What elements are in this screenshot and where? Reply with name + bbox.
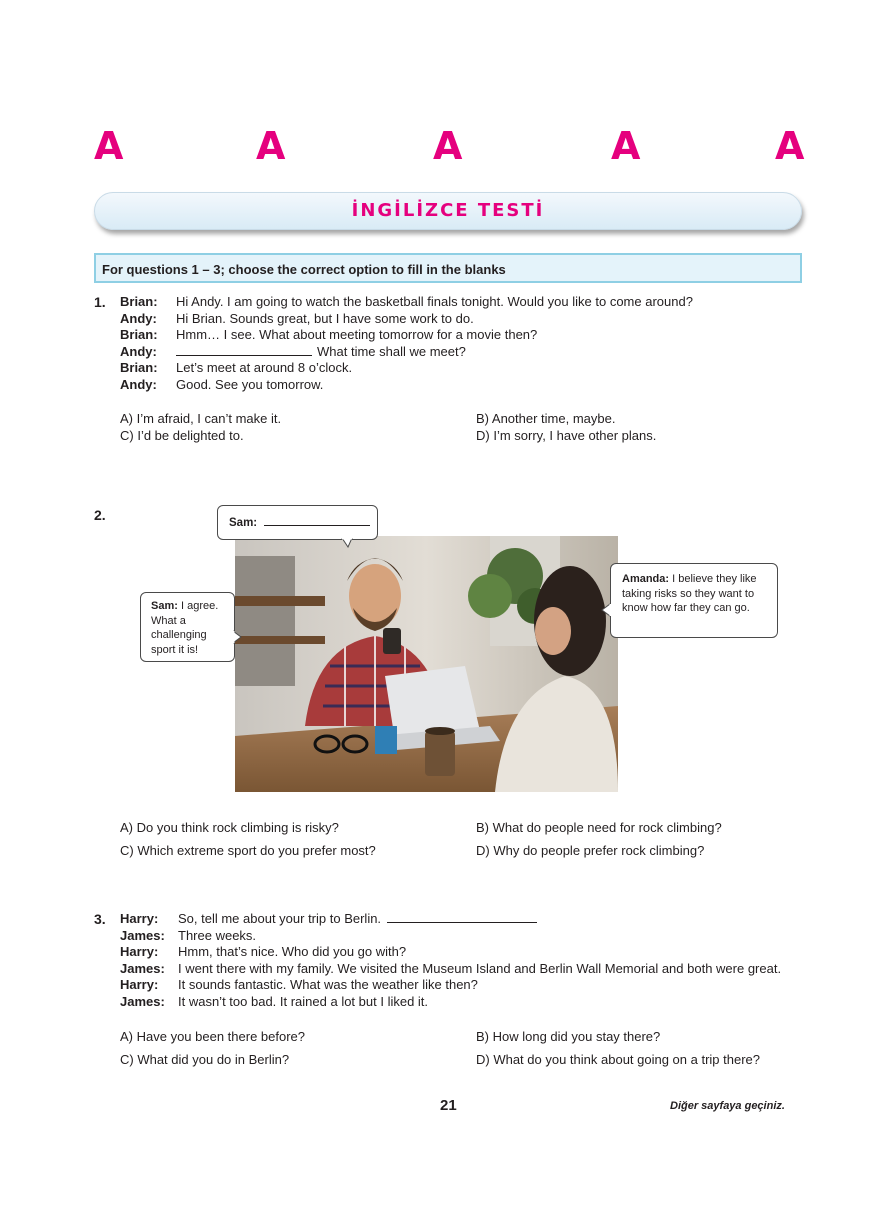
line-text: Hi Andy. I am going to watch the basketball finals tonight. Would you like to come around? [176,294,693,309]
dialogue-line [120,977,781,994]
line-text: What time shall we meet? [317,343,466,359]
line-text: It sounds fantastic. What was the weather like then? [178,977,478,993]
page-number: 21 [440,1097,457,1114]
bubble-tail [340,538,354,548]
line-text: So, tell me about your trip to Berlin. [178,911,382,926]
q3-option-b[interactable]: B) How long did you stay there? [476,1029,661,1044]
speaker: James: [120,960,165,976]
q1-option-d[interactable]: D) I’m sorry, I have other plans. [476,428,657,443]
q1-option-a[interactable]: A) I’m afraid, I can’t make it. [120,411,282,426]
speaker: Andy: [120,376,157,392]
question-3-number: 3. [94,911,106,927]
speaker: Harry: [120,944,159,960]
dialogue-line [120,377,693,394]
bubble-speaker: Amanda: [622,573,670,585]
dialogue-line [120,294,693,311]
dialogue-line [120,344,693,361]
dialogue-line [120,944,781,961]
booklet-letter-3: A [433,124,463,168]
speaker: Harry: [120,977,159,993]
office-photo-illustration [235,536,618,792]
speaker: James: [120,927,165,943]
question-2-number: 2. [94,507,106,523]
answer-blank [387,911,537,923]
booklet-letter-5: A [775,124,805,168]
speech-bubble-sam-left [140,592,235,662]
q2-option-c[interactable]: C) Which extreme sport do you prefer most? [120,843,376,858]
test-title-bar [94,192,802,230]
bubble-tail [233,630,242,644]
q1-option-c[interactable]: C) I’d be delighted to. [120,428,244,443]
dialogue-line [120,994,781,1011]
instructions-box [94,253,802,283]
next-page-note: Diğer sayfaya geçiniz. [670,1100,785,1112]
speech-bubble-amanda [610,563,778,638]
speaker: Harry: [120,911,159,926]
line-text: I went there with my family. We visited the Museum Island and Berlin Wall Memorial and both were great. [178,960,782,976]
q1-option-b[interactable]: B) Another time, maybe. [476,411,616,426]
line-text: Hmm, that’s nice. Who did you go with? [178,944,407,960]
q3-option-a[interactable]: A) Have you been there before? [120,1029,306,1044]
line-text: Good. See you tomorrow. [176,376,324,392]
speaker: Andy: [120,343,157,359]
bubble-speaker: Sam: [151,600,178,612]
dialogue-line [120,311,693,328]
q3-option-d[interactable]: D) What do you think about going on a trip there? [476,1052,761,1067]
booklet-letter-4: A [611,124,641,168]
question-1-dialogue [120,294,693,394]
office-photo [235,536,618,792]
line-text: Hi Brian. Sounds great, but I have some work to do. [176,310,474,326]
dialogue-line [120,327,693,344]
line-text: It wasn’t too bad. It rained a lot but I liked it. [178,993,429,1009]
instructions-text: For questions 1 – 3; choose the correct option to fill in the blanks [102,262,506,277]
q2-option-b[interactable]: B) What do people need for rock climbing? [476,820,722,835]
speaker: Brian: [120,327,158,343]
line-text: Hmm… I see. What about meeting tomorrow for a movie then? [176,327,538,343]
speech-bubble-sam-top [217,505,378,540]
dialogue-line [120,911,781,928]
bubble-speaker: Sam: [229,517,258,529]
speaker: Andy: [120,310,157,326]
bubble-text: I believe they like taking risks so they want to know how far they can go. [622,573,757,614]
answer-blank [176,344,312,356]
bubble-text: I agree. What a challenging sport it is! [151,600,219,656]
booklet-letter-2: A [256,124,286,168]
speaker: Brian: [120,294,158,309]
question-3-dialogue [120,911,781,1011]
booklet-letter-1: A [94,124,124,168]
dialogue-line [120,961,781,978]
q2-option-d[interactable]: D) Why do people prefer rock climbing? [476,843,705,858]
bubble-tail [601,603,611,617]
speaker: James: [120,993,165,1009]
speaker: Brian: [120,360,158,376]
test-title: İNGİLİZCE TESTİ [351,200,545,221]
answer-blank [264,514,370,526]
line-text: Three weeks. [178,927,257,943]
q2-option-a[interactable]: A) Do you think rock climbing is risky? [120,820,339,835]
line-text: Let’s meet at around 8 o’clock. [176,360,353,376]
dialogue-line [120,928,781,945]
question-1-number: 1. [94,294,106,310]
q3-option-c[interactable]: C) What did you do in Berlin? [120,1052,290,1067]
dialogue-line [120,360,693,377]
